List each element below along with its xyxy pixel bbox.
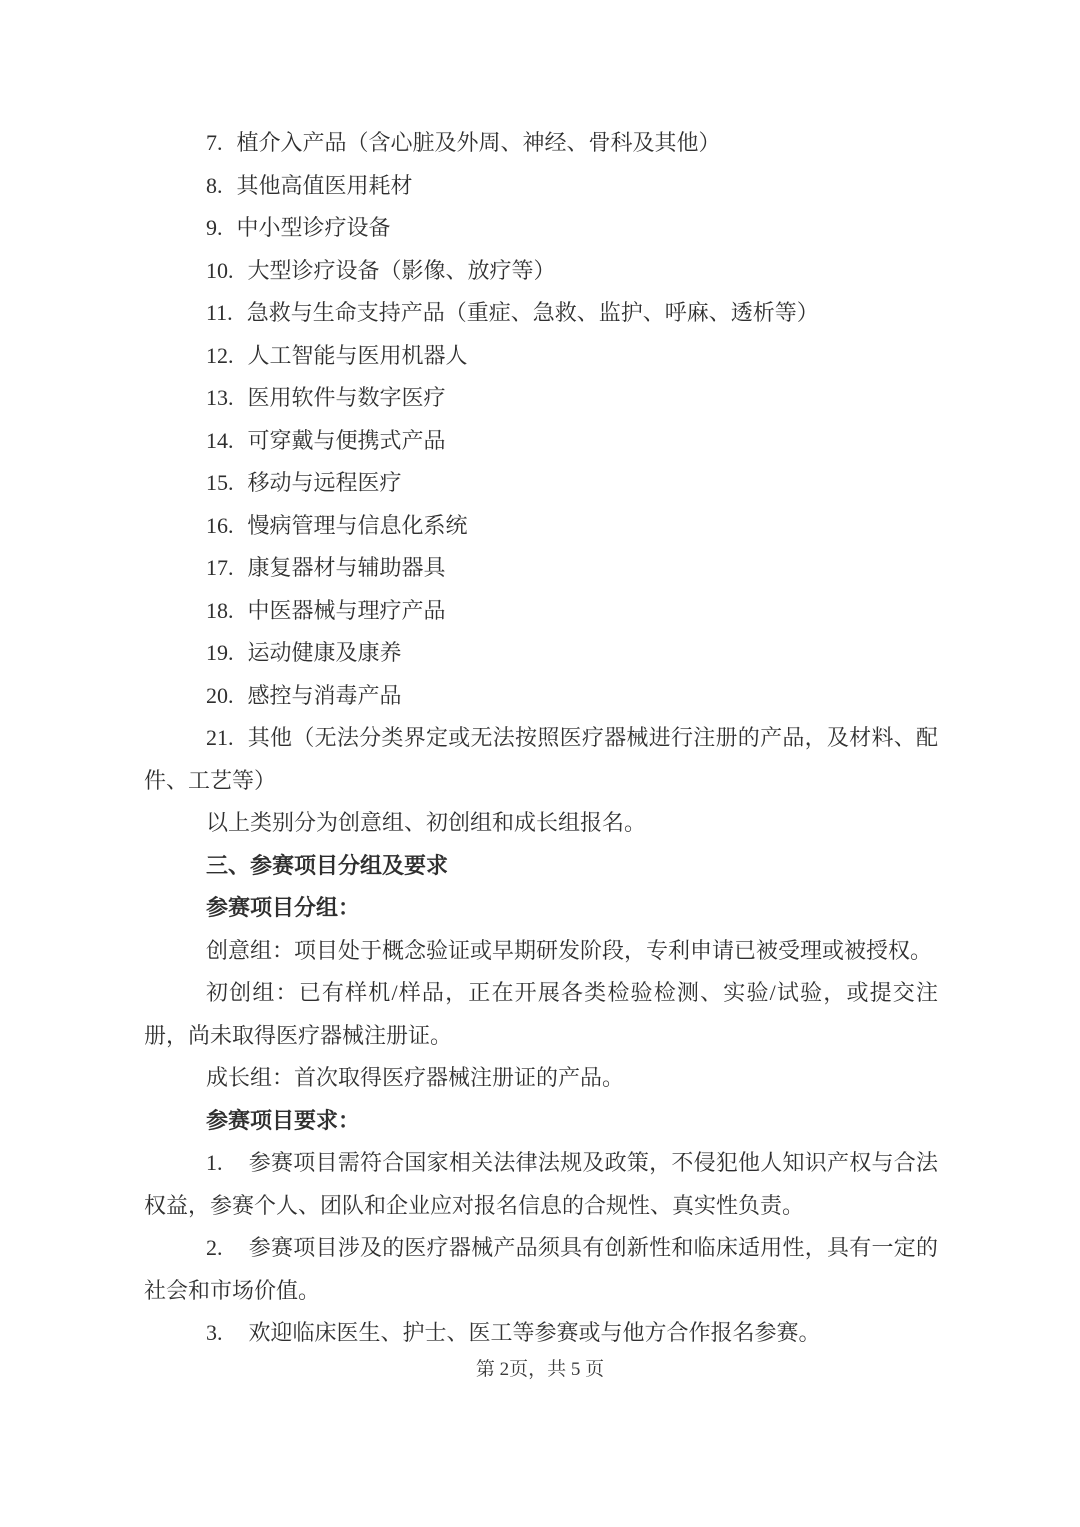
list-item-21: 21. 其他（无法分类界定或无法按照医疗器械进行注册的产品，及材料、配件、工艺等） — [144, 717, 938, 802]
item-number: 1. — [206, 1150, 223, 1175]
item-number: 10. — [206, 257, 234, 283]
item-number: 8. — [206, 172, 223, 198]
list-item-10: 10. 大型诊疗设备（影像、放疗等） — [144, 250, 938, 293]
requirement-2: 2. 参赛项目涉及的医疗器械产品须具有创新性和临床适用性，具有一定的社会和市场价值。 — [144, 1227, 938, 1312]
item-number: 17. — [206, 555, 234, 580]
item-number: 7. — [206, 130, 223, 155]
list-item-17: 17. 康复器材与辅助器具 — [144, 547, 938, 590]
grouping-heading: 参赛项目分组： — [206, 895, 361, 920]
list-item-11: 11. 急救与生命支持产品（重症、急救、监护、呼麻、透析等） — [144, 292, 938, 335]
growth-group-para: 成长组：首次取得医疗器械注册证的产品。 — [206, 1065, 625, 1090]
item-number: 2. — [206, 1235, 223, 1260]
creative-group-para: 创意组：项目处于概念验证或早期研发阶段，专利申请已被受理或被授权。 — [206, 937, 933, 963]
requirement-1: 1. 参赛项目需符合国家相关法律法规及政策，不侵犯他人知识产权与合法权益，参赛个人、团队和企业应对报名信息的合规性、真实性负责。 — [144, 1142, 938, 1227]
list-item-20: 20. 感控与消毒产品 — [144, 675, 938, 718]
document-body — [144, 122, 938, 1355]
item-number: 14. — [206, 427, 234, 453]
list-item-13: 13. 医用软件与数字医疗 — [144, 377, 938, 420]
list-item-9: 9. 中小型诊疗设备 — [144, 207, 938, 250]
item-number: 19. — [206, 640, 234, 665]
list-item-19: 19. 运动健康及康养 — [144, 632, 938, 675]
item-number: 12. — [206, 342, 234, 368]
startup-group-para: 初创组：已有样机/样品，正在开展各类检验检测、实验/试验，或提交注册，尚未取得医疗器械注册证。 — [144, 980, 938, 1048]
list-item-12: 12. 人工智能与医用机器人 — [144, 335, 938, 378]
item-number: 9. — [206, 215, 223, 240]
item-number: 13. — [206, 385, 234, 410]
list-item-8: 8. 其他高值医用耗材 — [144, 165, 938, 208]
requirements-heading: 参赛项目要求： — [206, 1107, 361, 1133]
list-item-18: 18. 中医器械与理疗产品 — [144, 590, 938, 633]
item-number: 16. — [206, 512, 234, 538]
item-number: 18. — [206, 597, 234, 623]
item-number: 3. — [206, 1320, 223, 1345]
list-item-14: 14. 可穿戴与便携式产品 — [144, 420, 938, 463]
item-number: 20. — [206, 682, 234, 708]
item-number: 15. — [206, 470, 234, 495]
list-item-16: 16. 慢病管理与信息化系统 — [144, 505, 938, 548]
page-indicator: 第 2页，共 5 页 — [475, 1359, 605, 1380]
list-item-15: 15. 移动与远程医疗 — [144, 462, 938, 505]
section-heading: 三、参赛项目分组及要求 — [206, 852, 449, 878]
groups-note: 以上类别分为创意组、初创组和成长组报名。 — [206, 810, 647, 835]
requirement-3: 3. 欢迎临床医生、护士、医工等参赛或与他方合作报名参赛。 — [144, 1312, 938, 1355]
item-number: 21. — [206, 725, 234, 750]
item-number: 11. — [206, 300, 233, 325]
list-item-7: 7. 植介入产品（含心脏及外周、神经、骨科及其他） — [144, 122, 938, 165]
page-footer — [0, 1356, 1080, 1384]
